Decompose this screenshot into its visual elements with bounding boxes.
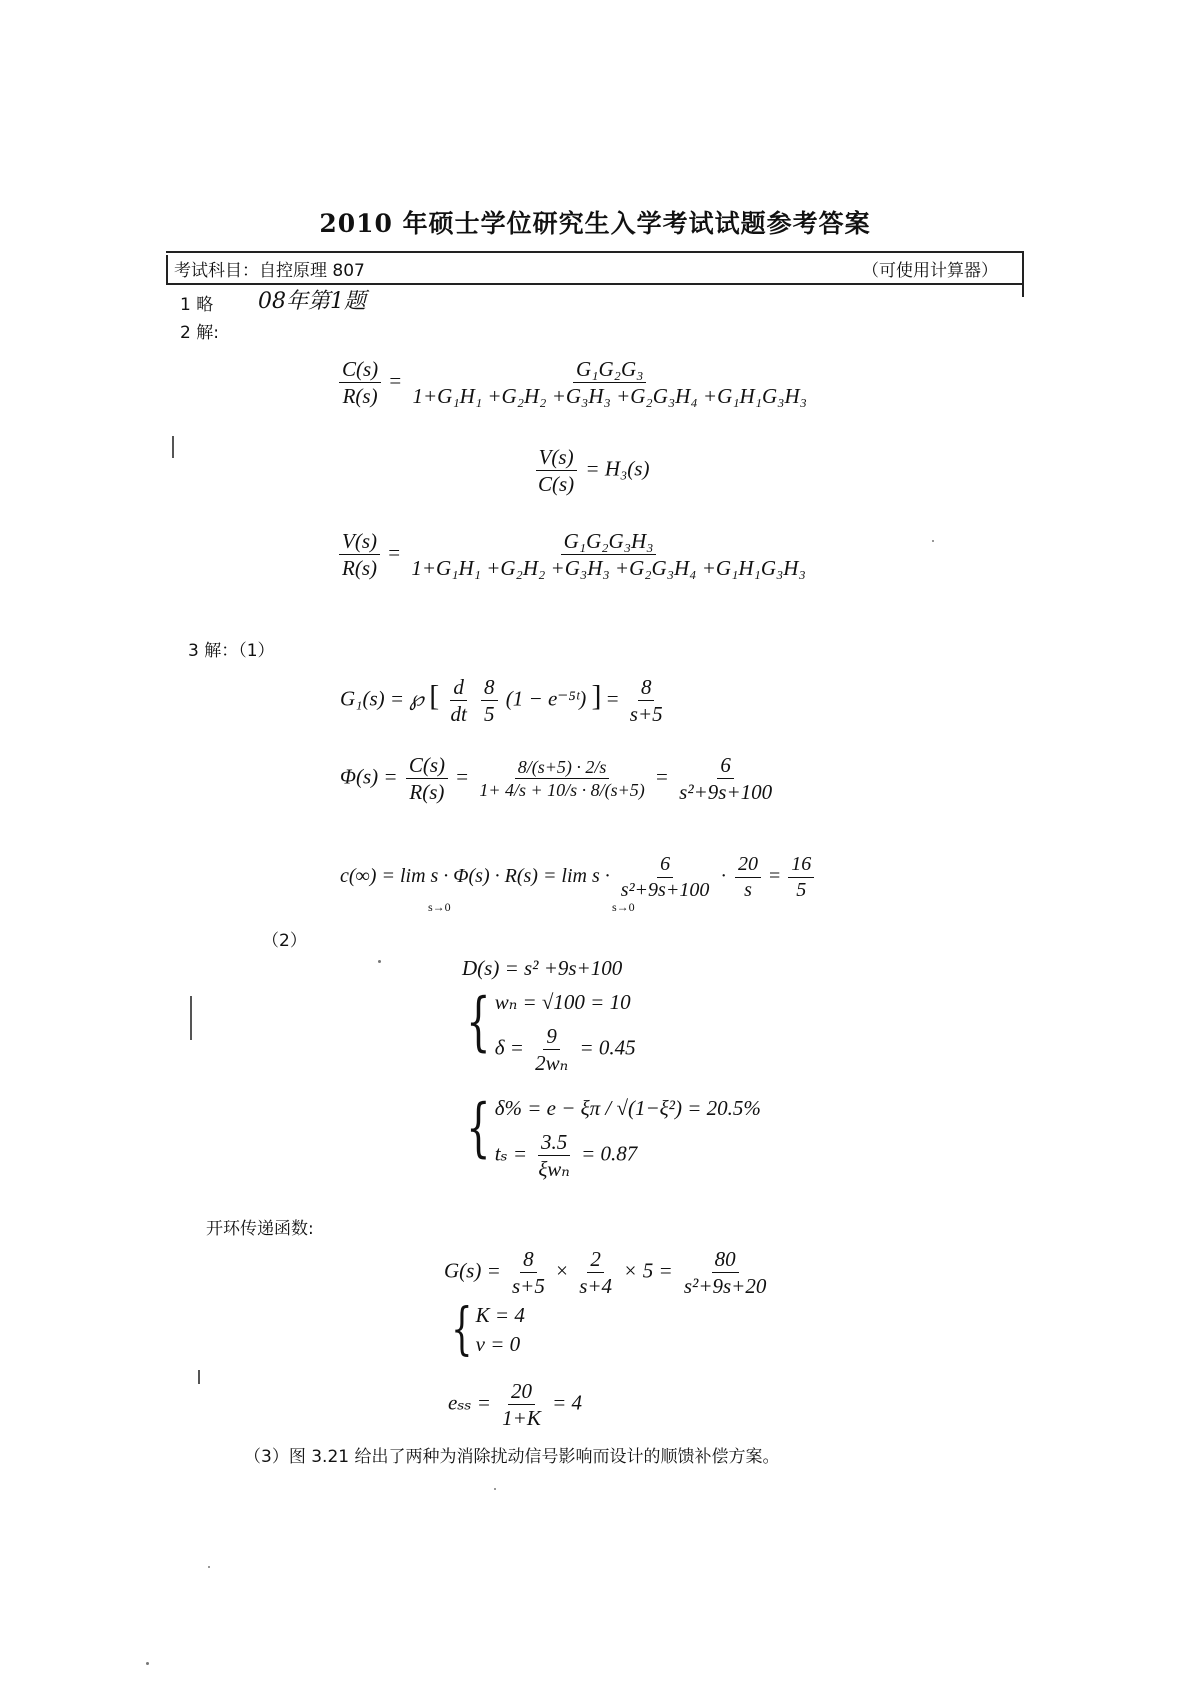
left-brace-3: { [451, 1297, 473, 1362]
phi-rhs-den: s²+9s+100 [679, 780, 773, 805]
calculator-note: （可使用计算器） [862, 261, 998, 281]
phi-cr-den: R(s) [409, 780, 445, 805]
eq-type-nu: ν = 0 [475, 1332, 521, 1356]
vr-rhs-den: 1+G₁H₁ +G₂H₂ +G₃H₃ +G₂G₃H₄ +G₁H₁G₃H₃ [411, 556, 806, 581]
eq-final-value: c(∞) = lim s · Φ(s) · R(s) = lim s · $\frac{6}{\text{s²+9s+100}}$ · $\frac{20}{s}$ = $\frac{16}{5}$ [340, 852, 817, 903]
g1-paren-term: (1 − e⁻⁵ᵗ) [505, 686, 587, 711]
scan-speck [378, 960, 381, 963]
cr-rhs-fraction [410, 356, 810, 410]
eq-brace-group-1 [458, 985, 636, 1077]
vr-lhs-fraction [339, 528, 380, 582]
gs-f1-den: s+5 [512, 1274, 545, 1299]
cinf-f1-num: 6 [657, 852, 673, 878]
cinf-result-fraction [788, 852, 814, 903]
eq-g1: G₁(s) = ℘ [ $\frac{d}{dt}$ $\frac{8}{5}$ (1 − e⁻⁵ᵗ) ] = $\frac{8}{s+5}$ [340, 674, 669, 728]
g1-five: 5 [484, 702, 495, 727]
delta-rhs: = 0.45 [579, 1035, 636, 1060]
g1-derivative-fraction [447, 674, 469, 728]
vr-rhs-num: G₁G₂G₃H₃ [561, 528, 657, 555]
g1-dt: dt [450, 702, 467, 727]
vc-rhs: = H₃(s) [585, 456, 650, 481]
eq-open-loop: G(s) = $\frac{8}{s+5}$ × $\frac{2}{s+4}$ × 5 = $\frac{80}{\text{s²+9s+20}}$ [444, 1246, 772, 1300]
g1-rhs-den: s+5 [629, 702, 663, 727]
cinf-f2-num: 20 [735, 852, 761, 878]
eq-damping [495, 1023, 636, 1077]
vc-fraction [535, 444, 577, 498]
cinf-fraction-2 [735, 852, 761, 903]
phi-rhs-fraction [676, 752, 775, 806]
phi-rhs-num: 6 [717, 752, 734, 779]
gs-f2-den: s+4 [579, 1274, 613, 1299]
left-brace-2: { [466, 1091, 491, 1165]
eq-phi: Φ(s) = $\frac{C(s)}{R(s)}$ = $\frac{8/(s+5) \cdot 2/s}{1+ 4/s + 10/s \cdot 8/(s+5)}$ = $\frac{6}{\text{s²+9s+100}}$ [340, 752, 778, 806]
cinf-lhs: c(∞) = lim s · Φ(s) · R(s) = lim s · [340, 865, 610, 888]
gs-f1-num: 8 [520, 1246, 537, 1273]
eq-steady-state-error [448, 1378, 582, 1432]
q1-handwritten-note: 08年第1题 [258, 289, 366, 314]
delta-fraction [532, 1023, 571, 1077]
ess-rhs: = 4 [552, 1390, 583, 1415]
ess-lhs: eₛₛ = [448, 1390, 491, 1415]
scan-speck [932, 540, 934, 542]
g1-rhs-fraction [627, 674, 666, 728]
g1-eight: 8 [481, 674, 498, 701]
q3-label: 3 解：（1） [188, 641, 275, 661]
cr-lhs-num: C(s) [339, 356, 381, 383]
vc-num: V(s) [536, 444, 577, 471]
exam-subject: 考试科目：自控原理 807 [174, 261, 365, 281]
cinf-res-den: 5 [796, 879, 807, 901]
eq-gain-k: K = 4 [475, 1303, 525, 1327]
eq-settling-time [495, 1129, 761, 1183]
cinf-res-num: 16 [788, 852, 814, 878]
eq-natural-frequency: wₙ = √100 = 10 [494, 990, 631, 1014]
phi-big-den: 1+ 4/s + 10/s · 8/(s+5) [479, 780, 645, 801]
lim-subscript-1: s→0 [428, 900, 451, 914]
g1-lhs: G₁(s) = ℘ [340, 686, 424, 711]
q3-part2-label: （2） [262, 931, 307, 951]
ts-lhs: tₛ = [494, 1141, 528, 1166]
gs-result-fraction [681, 1246, 769, 1300]
gs-res-num: 80 [712, 1246, 739, 1273]
header-right-border [1022, 253, 1024, 297]
delta-lhs: δ = [494, 1035, 524, 1060]
g1-eight-fifths [481, 674, 498, 728]
scan-mark [172, 436, 174, 458]
eq-characteristic: D(s) = s² +9s+100 [462, 956, 623, 980]
cinf-fraction-1 [618, 852, 713, 903]
eq-v-over-c [532, 444, 649, 498]
gs-fraction-2 [576, 1246, 615, 1300]
ts-fraction [535, 1129, 573, 1183]
scan-mark [198, 1370, 200, 1384]
vr-lhs-den: R(s) [342, 556, 377, 581]
eq-brace-group-3 [444, 1297, 525, 1362]
scan-speck [146, 1662, 149, 1665]
vr-lhs-num: V(s) [339, 528, 380, 555]
eq-closed-loop-transfer: $\frac{C(s)}{R(s)}$ = $\frac{\text{G₁G₂G₃}}{\text{1+G₁H₁ +G₂H₂ +G₃H₃ +G₂G₃H₄ +G₁H₁G₃H₃}}$ [336, 356, 813, 410]
gs-mid: × 5 = [623, 1258, 673, 1283]
phi-cr-fraction [406, 752, 448, 806]
q2-label: 2 解: [180, 323, 219, 343]
vr-rhs-fraction [408, 528, 808, 582]
ts-rhs: = 0.87 [581, 1141, 638, 1166]
phi-lhs: Φ(s) = [340, 764, 398, 789]
header-left-border [166, 255, 168, 285]
gs-fraction-1 [509, 1246, 548, 1300]
phi-cr-num: C(s) [406, 752, 448, 779]
scan-speck [208, 1566, 210, 1568]
cr-lhs-fraction [339, 356, 381, 410]
cinf-f1-den: s²+9s+100 [620, 879, 710, 901]
eq-brace-group-2 [458, 1091, 761, 1183]
ess-fraction [499, 1378, 544, 1432]
scan-speck [494, 1488, 496, 1490]
g1-d: d [450, 674, 467, 701]
cinf-f2-den: s [744, 879, 752, 901]
ts-den: ξwₙ [538, 1157, 570, 1182]
phi-big-num: 8/(s+5) · 2/s [515, 756, 610, 780]
left-brace-1: { [466, 985, 491, 1059]
q1-label: 1 略 [180, 295, 214, 315]
delta-num: 9 [543, 1023, 560, 1050]
gs-lhs: G(s) = [444, 1258, 501, 1283]
cr-rhs-num: G₁G₂G₃ [573, 356, 646, 383]
document-title: 2010 年硕士学位研究生入学考试试题参考答案 [319, 209, 871, 238]
cr-rhs-den: 1+G₁H₁ +G₂H₂ +G₃H₃ +G₂G₃H₄ +G₁H₁G₃H₃ [412, 384, 807, 409]
phi-big-fraction [476, 756, 647, 802]
ess-num: 20 [508, 1378, 535, 1405]
cr-lhs-den: R(s) [342, 384, 378, 409]
gs-res-den: s²+9s+20 [683, 1274, 767, 1299]
lim-subscript-2: s→0 [612, 900, 635, 914]
scan-mark [190, 996, 192, 1040]
q3-part3-text: （3）图 3.21 给出了两种为消除扰动信号影响而设计的顺馈补偿方案。 [244, 1447, 780, 1467]
open-loop-label: 开环传递函数: [206, 1219, 314, 1239]
ts-num: 3.5 [538, 1129, 570, 1156]
delta-den: 2wₙ [535, 1051, 569, 1076]
vc-den: C(s) [538, 472, 575, 497]
g1-rhs-num: 8 [638, 674, 655, 701]
eq-v-over-r: $\frac{V(s)}{R(s)}$ = $\frac{\text{G₁G₂G₃H₃}}{\text{1+G₁H₁ +G₂H₂ +G₃H₃ +G₂G₃H₄ +G₁H₁G₃H₃}}$ [336, 528, 812, 582]
ess-den: 1+K [502, 1406, 541, 1431]
subject-header-box [166, 251, 1024, 285]
gs-f2-num: 2 [587, 1246, 604, 1273]
eq-overshoot: δ% = e − ξπ / √(1−ξ²) = 20.5% [494, 1096, 761, 1120]
